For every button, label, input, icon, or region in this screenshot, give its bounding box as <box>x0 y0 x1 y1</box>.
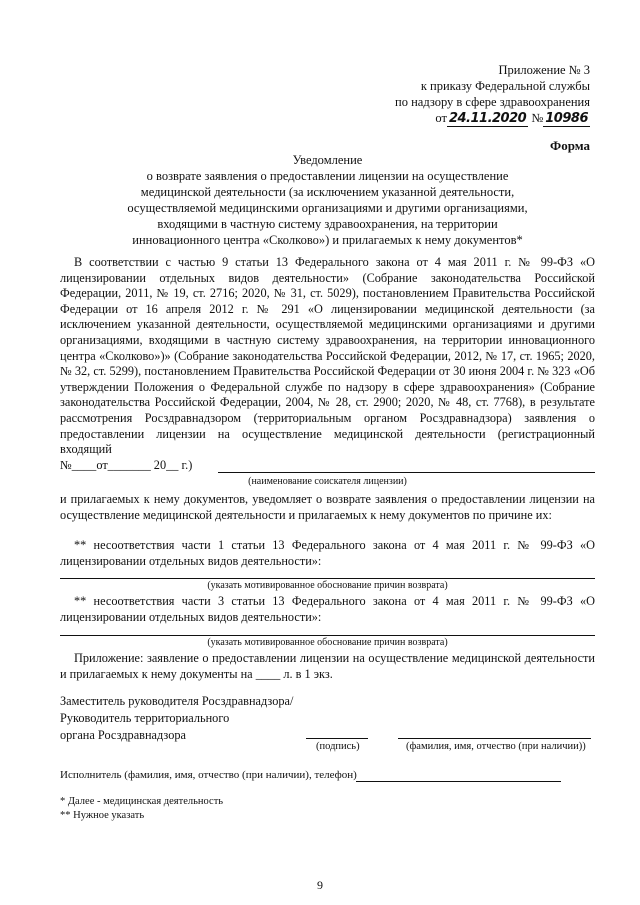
attachment-paragraph: Приложение: заявление о предоставлении лицензии на осуществление медицинской деятельности и прилагаемых к нему документы на ____ л. в 1 экз. <box>60 651 595 681</box>
appendix-line-3: по надзору в сфере здравоохранения <box>395 95 590 109</box>
name-underline <box>398 738 591 739</box>
handwritten-date: 24.11.2020 <box>448 111 527 126</box>
main-paragraph: В соответствии с частью 9 статьи 13 Федерального закона от 4 мая 2011 г. № 99-ФЗ «О лицензировании отдельных видов деятельности» (Собрание законодательства Российской Федерации, 2011, № 19, ст. 2716; 2020, № 31, ст. 5029), постановлением Правительства Российской Федерации от 16 апреля 2012 г. № 291 «О лицензировании медицинской деятельности (за исключением указанной деятельности, осуществляемой медицинскими организациями и другими организациями, входящими в частную систему здравоохранения, на территории инновационного центра «Сколково»)» (Собрание законодательства Российской Федерации, 2012, № 17, ст. 1965; 2020, № 32, ст. 5299), постановлением Правительства Российской Федерации от 30 июня 2004 г. № 323 «Об утверждении Положения о Федеральной службе по надзору в сфере здравоохранения» (Собрание законодательства Российской Федерации, 2004, № 28, ст. 2900; 2020, № 48, ст. 7768), в результате рассмотрения Росздравнадзором (территориальным органом Росздравнадзора) заявления о предоставлении лицензии на осуществление медицинской деятельности (регистрационный входящий <box>60 255 595 457</box>
reason-1-underline <box>60 578 595 579</box>
appendix-line-2: к приказу Федеральной службы <box>420 79 590 93</box>
footnotes <box>60 795 223 823</box>
caption-signature: (подпись) <box>316 741 360 752</box>
title-line-1: Уведомление <box>292 153 363 167</box>
caption-reason-1: (указать мотивированное обоснование причин возврата) <box>207 580 448 591</box>
reason-2: ** несоответствия части 3 статьи 13 Федерального закона от 4 мая 2011 г. № 99-ФЗ «О лицензировании отдельных видов деятельности»: <box>60 594 595 624</box>
applicant-underline <box>218 472 595 473</box>
document-title <box>60 152 595 248</box>
caption-applicant: (наименование соискателя лицензии) <box>248 476 407 487</box>
registration-line: №____от_______ 20__ г.) <box>60 458 193 472</box>
signer-line-1: Заместитель руководителя Росздравнадзора/ <box>60 694 294 708</box>
reason-1: ** несоответствия части 1 статьи 13 Федерального закона от 4 мая 2011 г. № 99-ФЗ «О лицензировании отдельных видов деятельности»: <box>60 538 595 568</box>
appendix-date-line <box>395 110 590 127</box>
footnote-1: * Далее - медицинская деятельность <box>60 796 224 807</box>
reason-2-underline <box>60 635 595 636</box>
page-number: 9 <box>317 878 323 892</box>
appendix-line-1: Приложение № 3 <box>498 63 590 77</box>
signer-line-3: органа Росздравнадзора <box>60 728 186 742</box>
caption-name: (фамилия, имя, отчество (при наличии)) <box>406 741 586 752</box>
handwritten-number: 10986 <box>545 111 588 126</box>
number-prefix: № <box>531 111 544 125</box>
signature-block <box>60 693 293 744</box>
title-line-5: входящими в частную систему здравоохранения, на территории <box>157 217 498 231</box>
title-line-3: медицинской деятельности (за исключением указанной деятельности, <box>140 185 515 199</box>
title-line-4: осуществляемой медицинскими организациями и другими организациями, <box>127 201 528 215</box>
date-prefix: от <box>435 111 447 125</box>
executor-label: Исполнитель (фамилия, имя, отчество (при наличии), телефон) <box>60 769 357 781</box>
title-line-2: о возврате заявления о предоставлении лицензии на осуществление <box>146 169 509 183</box>
executor-underline <box>356 781 561 782</box>
caption-reason-2: (указать мотивированное обоснование причин возврата) <box>207 637 448 648</box>
signer-line-2: Руководитель территориального <box>60 711 230 725</box>
appendix-header <box>395 62 590 127</box>
title-line-6: инновационного центра «Сколково») и прилагаемых к нему документов* <box>132 233 523 247</box>
footnote-2: ** Нужное указать <box>60 810 145 821</box>
form-label: Форма <box>550 138 590 153</box>
signature-underline <box>306 738 368 739</box>
return-paragraph: и прилагаемых к нему документов, уведомляет о возврате заявления о предоставлении лицензии на осуществление медицинской деятельности и прилагаемых к нему документов по причине их: <box>60 492 595 522</box>
